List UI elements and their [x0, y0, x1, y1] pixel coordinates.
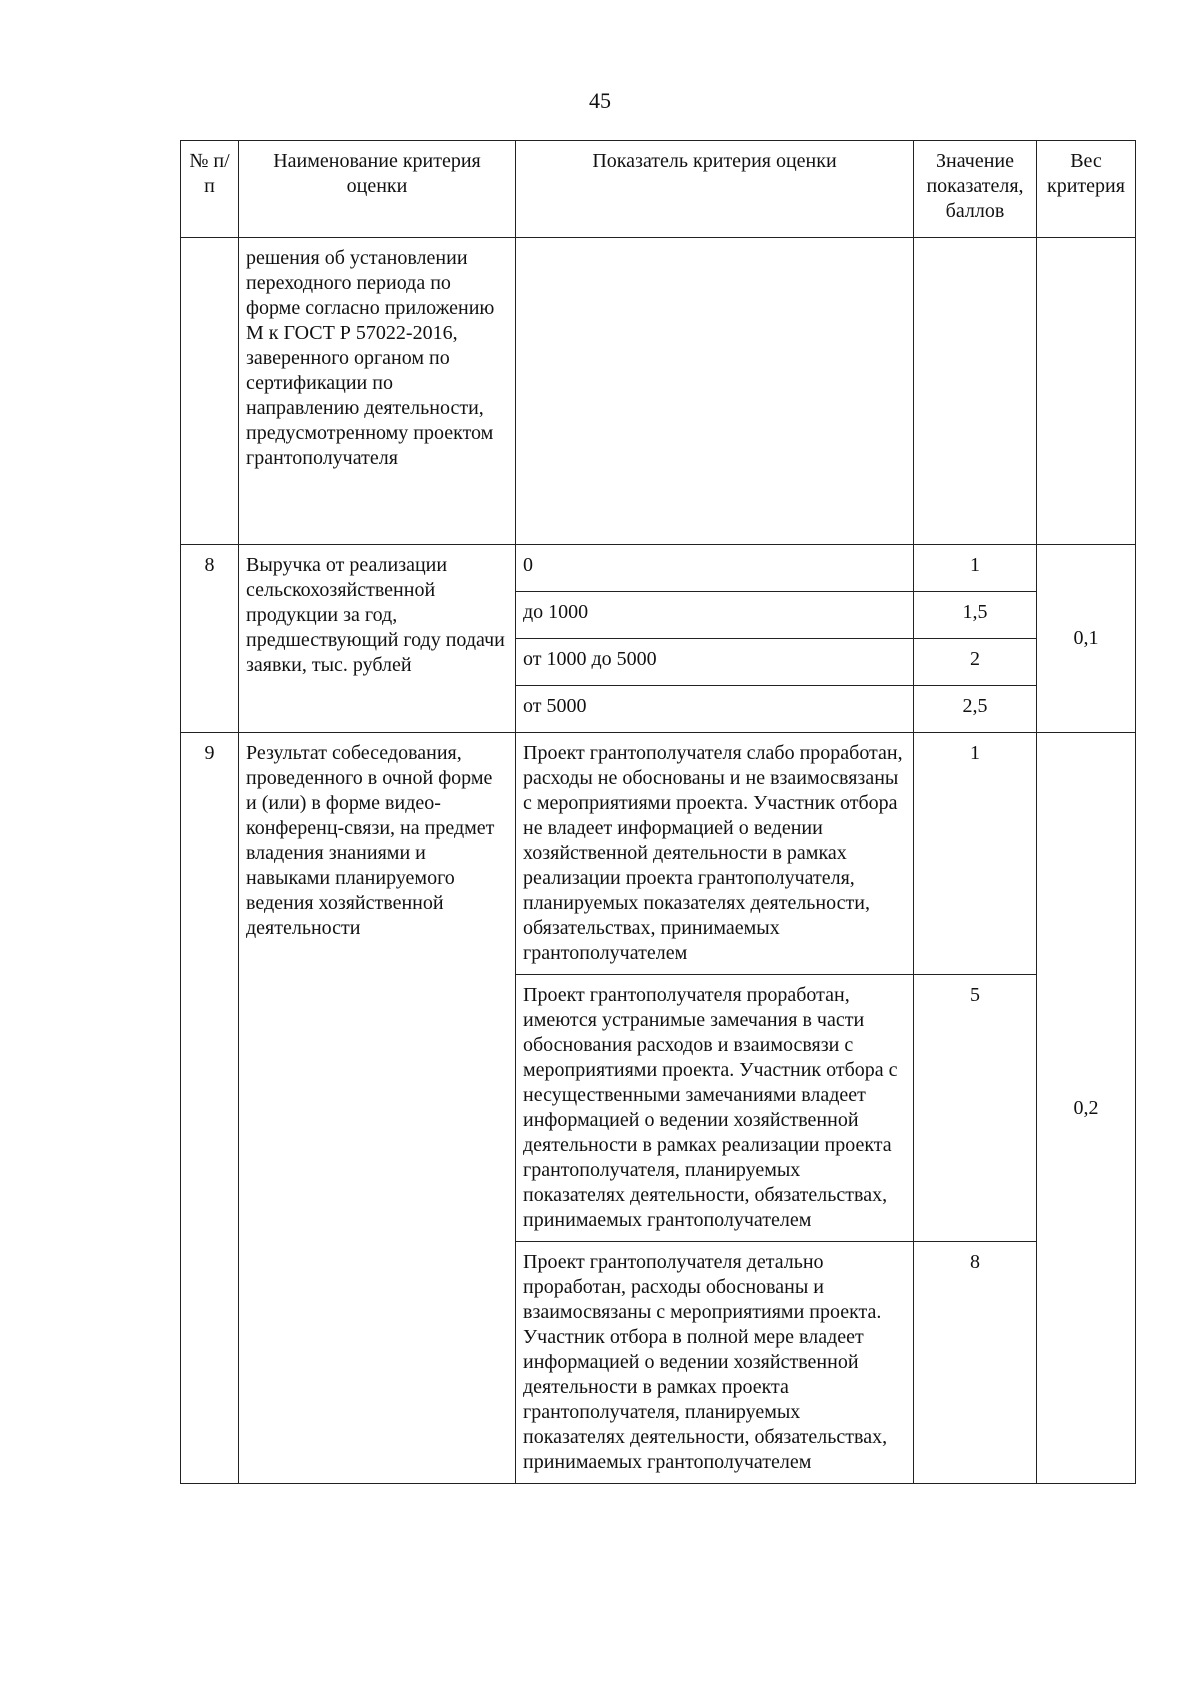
cell-indicator: от 1000 до 5000 [516, 639, 914, 686]
table-row-continuation [181, 238, 1136, 545]
cell-value: 1 [914, 545, 1037, 592]
header-name: Наименование критерия оценки [239, 141, 516, 238]
cell-value: 5 [914, 975, 1037, 1242]
cell-name: Результат собеседования, проведенного в очной форме и (или) в форме видео-конференц-связи, на предмет владения знаниями и навыками планируемого ведения хозяйственной деятельности [239, 733, 516, 1484]
criteria-table [180, 140, 1136, 1484]
cell-indicator: Проект грантополучателя слабо проработан, расходы не обоснованы и не взаимосвязаны с мероприятиями проекта. Участник отбора не владеет информацией о ведении хозяйственной деятельности в рамках реализации проекта грантополучателя, планируемых показателях деятельности, обязательствах, принимаемых грантополучателем [516, 733, 914, 975]
cell-num: 8 [181, 545, 239, 733]
cell-indicator: Проект грантополучателя детально проработан, расходы обоснованы и взаимосвязаны с мероприятиями проекта. Участник отбора в полной мере владеет информацией о ведении хозяйственной деятельности в рамках проекта грантополучателя, планируемых показателях деятельности, обязательствах, принимаемых грантополучателем [516, 1242, 914, 1484]
cell-value [914, 238, 1037, 545]
cell-name: решения об установлении переходного периода по форме согласно приложению М к ГОСТ Р 57022-2016, заверенного органом по сертификации по направлению деятельности, предусмотренному проектом грантополучателя [239, 238, 516, 545]
cell-value: 8 [914, 1242, 1037, 1484]
cell-indicator: 0 [516, 545, 914, 592]
table-row-8 [181, 545, 1136, 592]
page-number: 45 [589, 88, 611, 113]
cell-value: 2 [914, 639, 1037, 686]
cell-weight: 0,1 [1037, 545, 1136, 733]
cell-indicator [516, 238, 914, 545]
cell-value: 1,5 [914, 592, 1037, 639]
cell-indicator: до 1000 [516, 592, 914, 639]
table-row-9 [181, 733, 1136, 975]
cell-num [181, 238, 239, 545]
cell-value: 1 [914, 733, 1037, 975]
cell-name: Выручка от реализации сельскохозяйственной продукции за год, предшествующий году подачи заявки, тыс. рублей [239, 545, 516, 733]
cell-indicator: Проект грантополучателя проработан, имеются устранимые замечания в части обоснования расходов и взаимосвязи с мероприятиями проекта. Участник отбора с несущественными замечаниями владеет информацией о ведении хозяйственной деятельности в рамках реализации проекта грантополучателя, планируемых показателях деятельности, обязательствах, принимаемых грантополучателем [516, 975, 914, 1242]
header-indicator: Показатель критерия оценки [516, 141, 914, 238]
header-weight: Вес критерия [1037, 141, 1136, 238]
cell-indicator: от 5000 [516, 686, 914, 733]
header-num: № п/п [181, 141, 239, 238]
cell-value: 2,5 [914, 686, 1037, 733]
cell-weight [1037, 238, 1136, 545]
table-header-row [181, 141, 1136, 238]
header-value: Значение показателя, баллов [914, 141, 1037, 238]
cell-weight: 0,2 [1037, 733, 1136, 1484]
cell-num: 9 [181, 733, 239, 1484]
